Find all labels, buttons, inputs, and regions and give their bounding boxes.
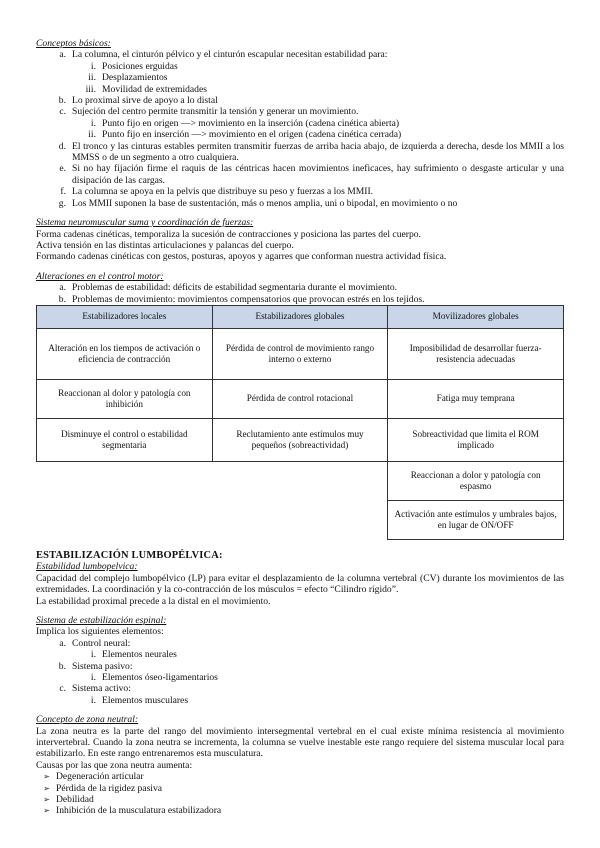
list-item	[36, 95, 564, 106]
table-cell: Pérdida de control rotacional	[212, 379, 388, 418]
table-cell-empty	[212, 461, 388, 500]
list-item	[36, 163, 564, 186]
table-header-row	[37, 305, 564, 328]
list-item	[36, 186, 564, 197]
list-text: Si no hay fijación firme el raquis de las céntricas hacen movimientos ineficaces, hay sufrimiento o desgaste articular y una disipación de las cargas.	[72, 163, 564, 186]
table-header-cell: Estabilizadores globales	[212, 305, 388, 328]
list-text: Inhibición de la musculatura estabilizadora	[56, 805, 222, 817]
list-text: Movilidad de extremidades	[102, 83, 207, 95]
list-text: La columna, el cinturón pélvico y el cinturón escapular necesitan estabilidad para:	[72, 49, 388, 61]
list-text: Pérdida de la rigidez pasiva	[56, 782, 163, 794]
table-cell: Disminuye el control o estabilidad segmentaria	[37, 418, 213, 461]
list-text: Problemas de movimiento: movimientos compensatorios que provocan estrés en los tejidos.	[72, 293, 425, 305]
table-row	[37, 418, 564, 461]
paragraph: La estabilidad proximal precede a la distal en el movimiento.	[36, 595, 271, 607]
list-item	[36, 49, 564, 60]
paragraph-line: Forma cadenas cinéticas, temporaliza la sucesión de contracciones y posiciona las partes del cuerpo.	[36, 228, 421, 240]
list-item	[36, 638, 564, 649]
list-text: Sistema pasivo:	[72, 660, 133, 672]
list-item	[36, 282, 564, 293]
list-text: Debilidad	[56, 794, 94, 806]
list-text: Desplazamientos	[102, 72, 168, 84]
section-heading-alteraciones: Alteraciones en el control motor:	[36, 270, 164, 282]
list-item	[36, 661, 564, 672]
section-heading-conceptos: Conceptos básicos:	[36, 38, 111, 49]
sub-list-item	[36, 695, 564, 706]
list-marker: i.	[90, 60, 96, 72]
sub-list-item	[36, 61, 564, 72]
list-marker: ii.	[88, 72, 96, 84]
table-header-cell: Estabilizadores locales	[37, 305, 213, 328]
list-item	[36, 683, 564, 694]
list-marker: b.	[58, 95, 66, 107]
paragraph: Causas por las que zona neutra aumenta:	[36, 759, 193, 771]
sub-list-item	[36, 129, 564, 140]
paragraph-line: Formando cadenas cinéticas con gestos, posturas, apoyos y agarres que conforman nuestra actividad física.	[36, 251, 447, 263]
arrow-bullet-icon: ➢	[43, 806, 50, 816]
list-marker: c.	[59, 683, 66, 695]
list-text: Degeneración articular	[56, 771, 144, 783]
list-marker: a.	[59, 282, 66, 294]
list-item	[36, 141, 564, 164]
section-heading-estabilidad: Estabilidad lumbopelvica:	[36, 561, 138, 573]
document-page	[36, 38, 564, 817]
section-heading-sistema-estabilizacion: Sistema de estabilización espinal:	[36, 614, 167, 626]
table-header-cell: Movilizadores globales	[388, 305, 564, 328]
list-marker: f.	[60, 186, 66, 198]
list-item	[36, 198, 564, 209]
bullet-item	[36, 771, 564, 782]
table-cell-empty	[212, 500, 388, 539]
table-cell: Reaccionan al dolor y patología con inhibición	[37, 379, 213, 418]
list-marker: g.	[58, 197, 66, 209]
list-item	[36, 294, 564, 305]
list-text: La columna se apoya en la pelvis que distribuye su peso y fuerzas a los MMII.	[72, 186, 374, 198]
paragraph: Capacidad del complejo lumbopélvico (LP) para evitar el desplazamiento de la columna vertebral (CV) durante los movimientos de las extremidades. La coordinación y la co-contracción de los músculos = efecto “Cilindro rígido”.	[36, 572, 564, 596]
list-item	[36, 106, 564, 117]
main-section-title: ESTABILIZACIÓN LUMBOPÉLVICA:	[36, 549, 223, 561]
sub-list-item	[36, 72, 564, 83]
list-marker: ii.	[88, 129, 96, 141]
list-marker: i.	[90, 672, 96, 683]
table-cell: Reclutamiento ante estímulos muy pequeños (sobreactividad)	[212, 418, 388, 461]
table-cell-empty	[37, 461, 213, 500]
list-text: El tronco y las cinturas estables permiten transmitir fuerzas de arriba hacia abajo, de izquierda a derecha, desde los MMII a los MMSS o de un segmento a otro cualquiera.	[72, 140, 564, 164]
list-marker: i.	[90, 117, 96, 129]
table-cell: Alteración en los tiempos de activación o eficiencia de contracción	[37, 328, 213, 379]
bullet-item	[36, 783, 564, 794]
table-cell-empty	[37, 500, 213, 539]
list-text: Sistema activo:	[72, 683, 131, 695]
table-row	[37, 328, 564, 379]
list-marker: c.	[59, 106, 66, 118]
arrow-bullet-icon: ➢	[43, 783, 50, 793]
alteraciones-table	[36, 305, 564, 540]
table-cell: Pérdida de control de movimiento rango interno o externo	[212, 328, 388, 379]
list-marker: a.	[59, 637, 66, 649]
list-marker: a.	[59, 49, 66, 61]
list-marker: b.	[58, 293, 66, 305]
bullet-item	[36, 794, 564, 805]
list-marker: i.	[90, 694, 96, 706]
list-marker: e.	[59, 163, 66, 175]
table-cell: Reaccionan a dolor y patología con espasmo	[388, 461, 564, 500]
list-text: Punto fijo en inserción —> movimiento en el origen (cadena cinética cerrada)	[102, 129, 402, 141]
section-heading-sistema-neuro: Sistema neuromuscular suma y coordinación de fuerzas:	[36, 217, 254, 229]
list-text: Punto fijo en origen —> movimiento en la inserción (cadena cinética abierta)	[102, 117, 400, 129]
table-row	[37, 379, 564, 418]
list-text: Elementos óseo-ligamentarios	[102, 672, 218, 683]
bullet-item	[36, 805, 564, 816]
table-cell: Activación ante estímulos y umbrales bajos, en lugar de ON/OFF	[388, 500, 564, 539]
list-text: Los MMII suponen la base de sustentación, más o menos amplia, uni o bipodal, en movimiento o no	[72, 197, 458, 209]
list-text: Lo proximal sirve de apoyo a lo distal	[72, 95, 218, 107]
table-cell: Imposibilidad de desarrollar fuerza-resistencia adecuadas	[388, 328, 564, 379]
sub-list-item	[36, 84, 564, 95]
paragraph-line: Activa tensión en las distintas articulaciones y palancas del cuerpo.	[36, 239, 294, 251]
list-text: Elementos musculares	[102, 694, 189, 706]
paragraph: La zona neutra es la parte del rango del movimiento intersegmental vertebral en el cual existe mínima resistencia al movimiento intervertebral. Cuando la zona neutra se incrementa, la columna se vuelve inestable este rango requiere del sistema muscular local para estabilizarlo. En este rango entrenaremos esta musculatura.	[36, 725, 564, 760]
sub-list-item	[36, 118, 564, 129]
list-text: Sujeción del centro permite transmitir la tensión y generar un movimiento.	[72, 106, 359, 118]
list-marker: d.	[58, 140, 66, 152]
arrow-bullet-icon: ➢	[43, 795, 50, 805]
list-text: Problemas de estabilidad: déficits de estabilidad segmentaria durante el movimiento.	[72, 282, 398, 294]
table-cell: Fatiga muy temprana	[388, 379, 564, 418]
arrow-bullet-icon: ➢	[43, 772, 50, 782]
sub-list-item	[36, 672, 564, 683]
sub-list-item	[36, 649, 564, 660]
list-text: Elementos neurales	[102, 649, 177, 661]
table-row	[37, 500, 564, 539]
list-text: Posiciones erguidas	[102, 60, 178, 72]
section-heading-zona-neutral: Concepto de zona neutral:	[36, 714, 139, 726]
list-text: Control neural:	[72, 637, 131, 649]
paragraph: Implica los siguientes elementos:	[36, 626, 164, 638]
table-row	[37, 461, 564, 500]
table-cell: Sobreactividad que limita el ROM implicado	[388, 418, 564, 461]
list-marker: b.	[58, 660, 66, 672]
list-marker: iii.	[85, 83, 96, 95]
list-marker: i.	[90, 649, 96, 661]
